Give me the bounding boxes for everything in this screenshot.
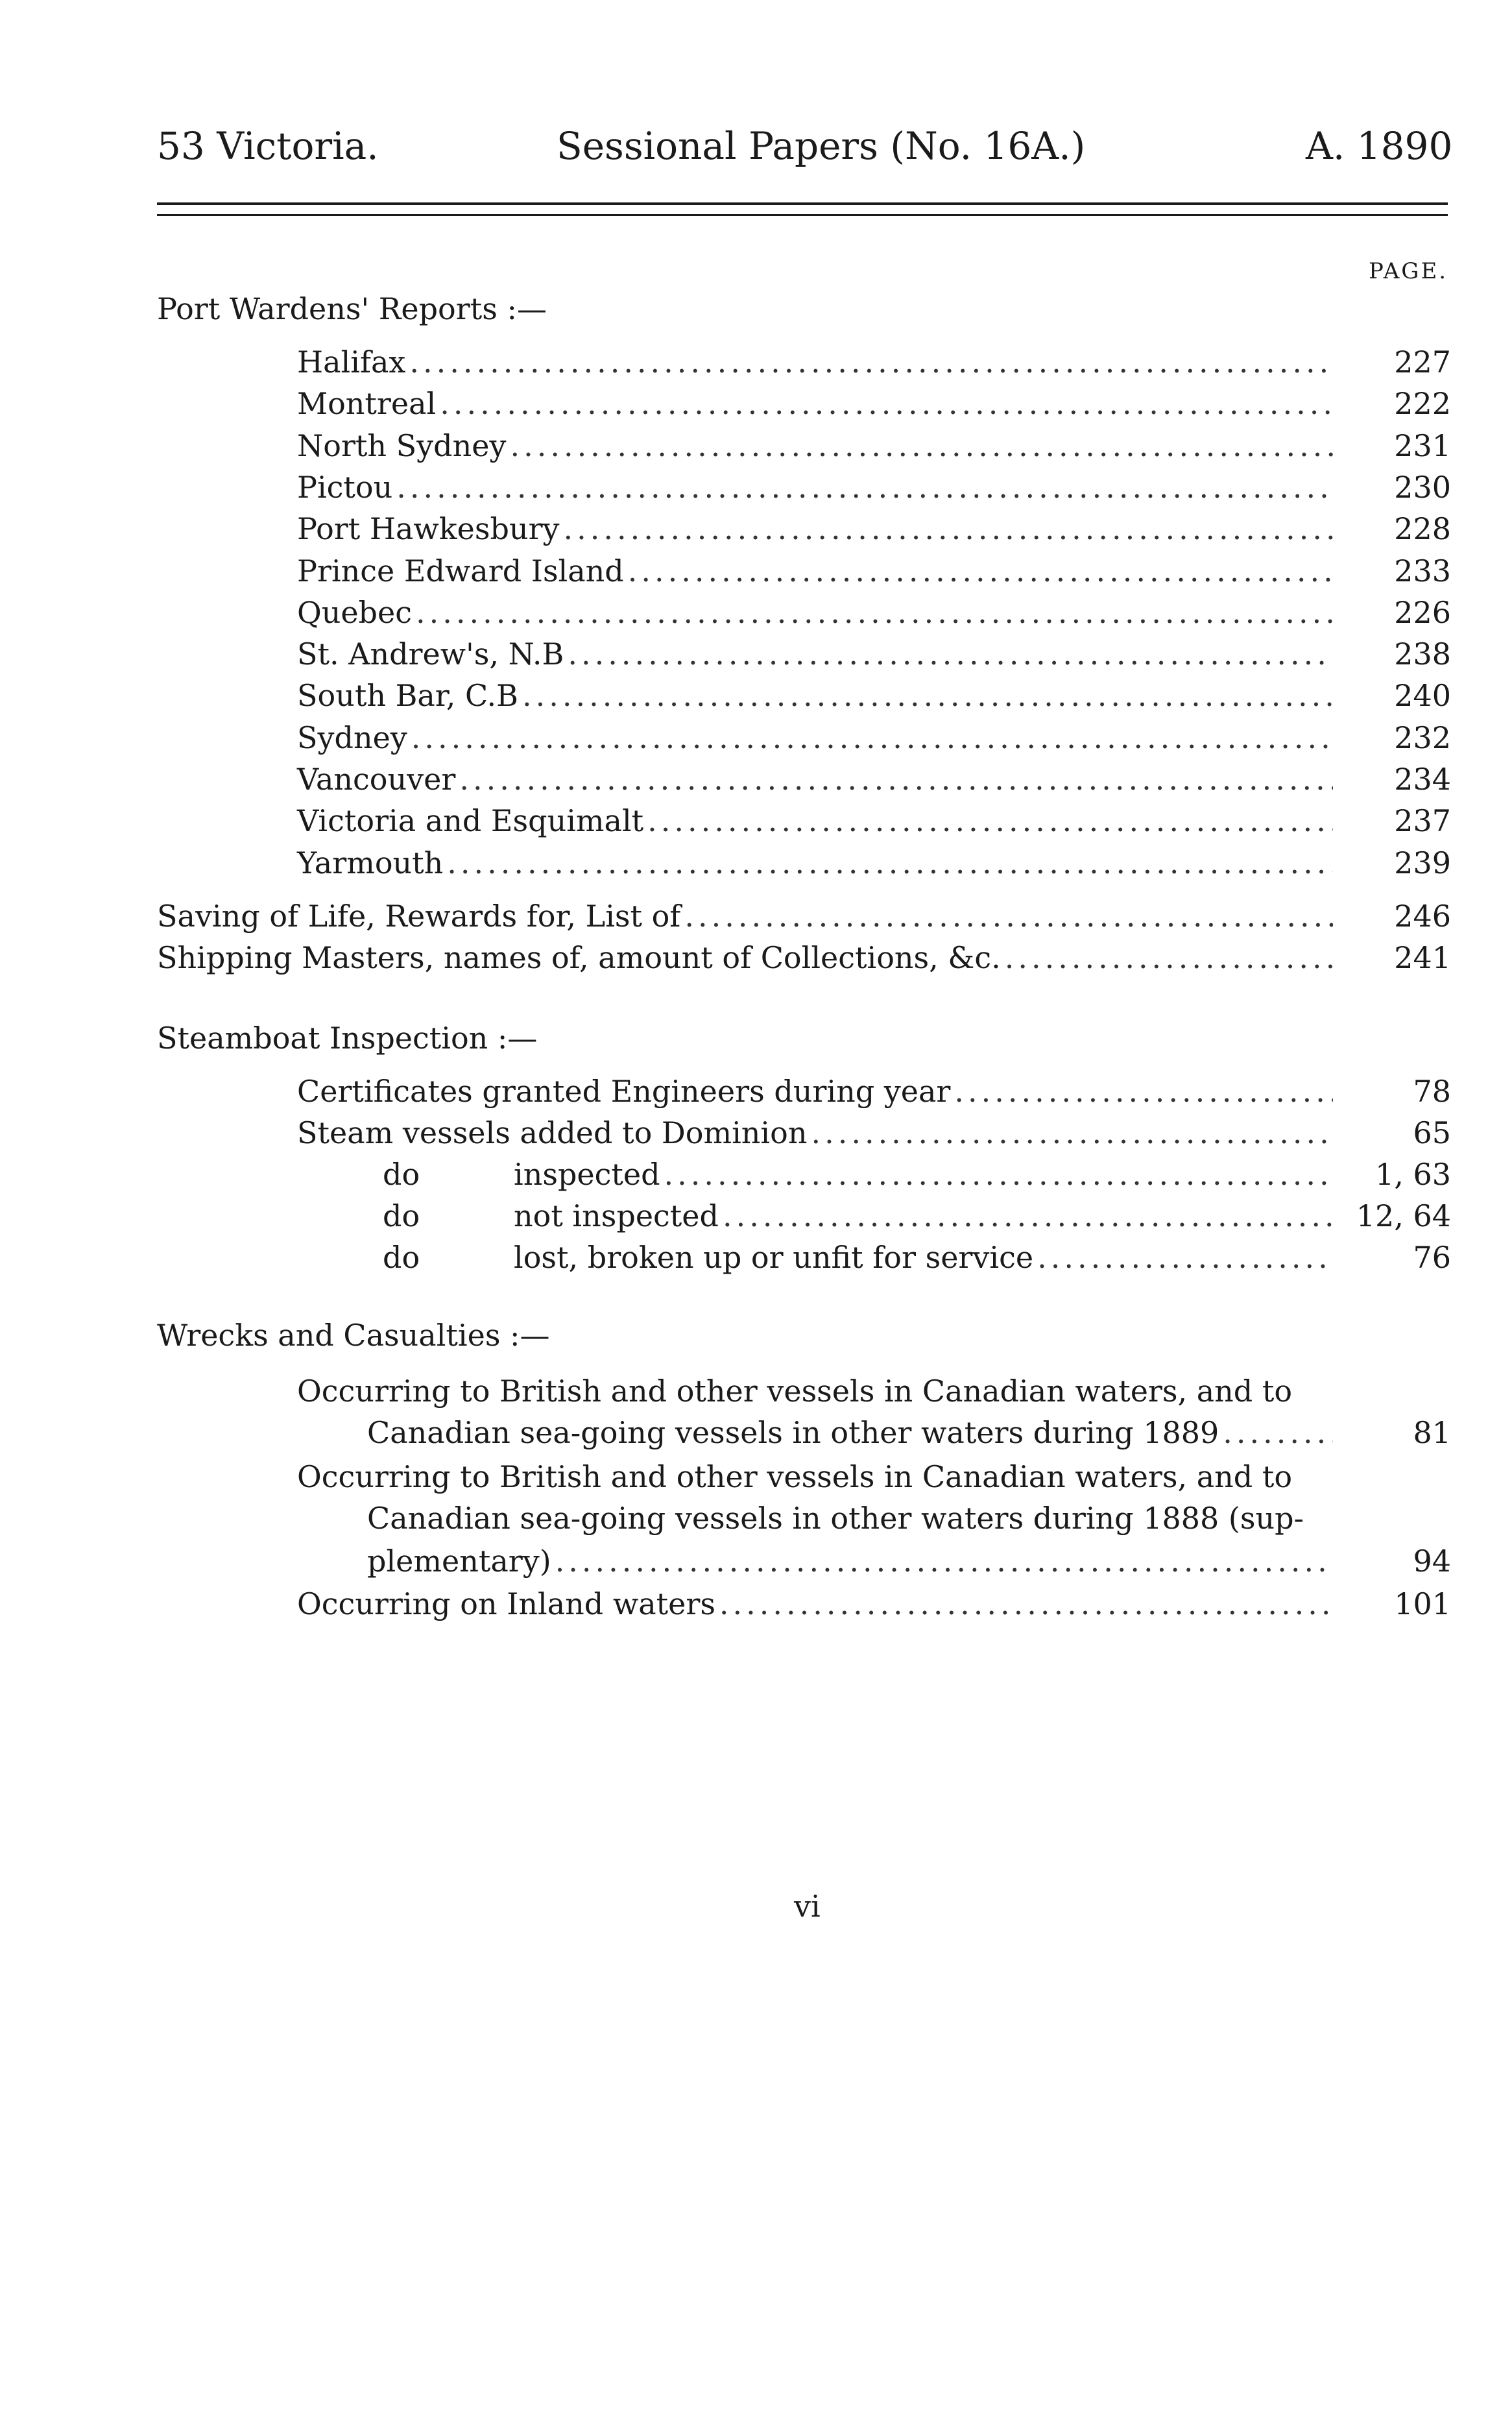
- entry-label: Yarmouth: [297, 845, 444, 880]
- entry-label: inspected: [514, 1157, 660, 1192]
- entry-page-number: 241: [1394, 940, 1451, 975]
- header-rule-bottom: [157, 214, 1448, 216]
- toc-entry-port-warden: [297, 341, 1339, 383]
- dot-leader: [664, 1154, 1333, 1195]
- ditto-mark: do: [383, 1240, 420, 1275]
- entry-label: St. Andrew's, N.B: [297, 636, 564, 672]
- wreck-1-line-1: Occurring to British and other vessels in Canadian waters, and to: [297, 1374, 1293, 1409]
- dot-leader: [409, 341, 1333, 383]
- entry-label: plementary): [367, 1544, 551, 1579]
- entry-page-number: 65: [1413, 1115, 1451, 1150]
- toc-entry-wrecks-1889: [367, 1412, 1339, 1453]
- entry-page-number: 1, 63: [1374, 1157, 1451, 1192]
- dot-leader: [723, 1195, 1333, 1237]
- dot-leader: [954, 1071, 1333, 1112]
- dot-leader: [628, 550, 1333, 592]
- entry-page-number: 232: [1394, 720, 1451, 755]
- dot-leader: [416, 592, 1333, 633]
- toc-entry-port-warden: [297, 550, 1339, 592]
- section-port-wardens-title: Port Wardens' Reports :—: [157, 291, 547, 326]
- dot-leader: [510, 425, 1333, 467]
- entry-page-number: 246: [1394, 899, 1451, 934]
- entry-page-number: 240: [1394, 678, 1451, 713]
- entry-label: lost, broken up or unfit for service: [514, 1240, 1034, 1275]
- entry-label: Halifax: [297, 345, 406, 380]
- entry-page-number: 233: [1394, 553, 1451, 588]
- toc-entry-port-warden: [297, 592, 1339, 633]
- entry-page-number: 228: [1394, 511, 1451, 546]
- entry-page-number: 222: [1394, 386, 1451, 421]
- entry-label: Shipping Masters, names of, amount of Collections, &c.: [157, 940, 1001, 975]
- entry-label: Quebec: [297, 595, 412, 630]
- entry-label: Sydney: [297, 720, 407, 755]
- ditto-mark: do: [383, 1157, 420, 1192]
- entry-label: North Sydney: [297, 428, 507, 463]
- dot-leader: [1005, 937, 1333, 978]
- entry-page-number: 12, 64: [1356, 1198, 1451, 1233]
- dot-leader: [1037, 1237, 1333, 1278]
- dot-leader: [1223, 1412, 1333, 1453]
- dot-leader: [411, 717, 1333, 758]
- entry-label: Occurring on Inland waters: [297, 1586, 715, 1621]
- toc-entry-port-warden: [297, 758, 1339, 800]
- header-year: A. 1890: [1306, 124, 1453, 168]
- entry-label: Prince Edward Island: [297, 553, 624, 588]
- header-title: Sessional Papers (No. 16A.): [557, 124, 1086, 168]
- entry-page-number: 94: [1413, 1544, 1451, 1579]
- entry-page-number: 231: [1394, 428, 1451, 463]
- entry-page-number: 230: [1394, 470, 1451, 505]
- entry-label: Vancouver: [297, 762, 456, 797]
- toc-entry-steam-vessels-sub: [383, 1154, 1339, 1195]
- entry-page-number: 227: [1394, 345, 1451, 380]
- toc-entry-steam-vessels-sub: [383, 1237, 1339, 1278]
- entry-label: Certificates granted Engineers during year: [297, 1074, 951, 1109]
- entry-page-number: 81: [1413, 1415, 1451, 1450]
- dot-leader: [459, 758, 1333, 800]
- entry-page-number: 237: [1394, 803, 1451, 838]
- entry-page-number: 76: [1413, 1240, 1451, 1275]
- dot-leader: [555, 1540, 1333, 1582]
- wreck-2-line-2: Canadian sea-going vessels in other waters during 1888 (sup-: [367, 1501, 1304, 1536]
- dot-leader: [811, 1112, 1333, 1154]
- entry-page-number: 101: [1394, 1586, 1451, 1621]
- toc-entry-port-warden: [297, 842, 1339, 884]
- header-session: 53 Victoria.: [157, 124, 379, 168]
- section-steamboat-title: Steamboat Inspection :—: [157, 1021, 538, 1056]
- toc-entry-steam-vessels-sub: [383, 1195, 1339, 1237]
- toc-entry-inland-waters: [297, 1583, 1339, 1625]
- entry-label: Saving of Life, Rewards for, List of: [157, 899, 681, 934]
- toc-entry-port-warden: [297, 425, 1339, 467]
- dot-leader: [440, 383, 1333, 424]
- toc-entry-port-warden: [297, 633, 1339, 675]
- toc-entry-port-warden: [297, 467, 1339, 508]
- entry-label: Port Hawkesbury: [297, 511, 560, 546]
- dot-leader: [396, 467, 1333, 508]
- entry-label: Victoria and Esquimalt: [297, 803, 644, 838]
- toc-entry-port-warden: [297, 717, 1339, 758]
- toc-entry-port-warden: [297, 800, 1339, 842]
- entry-label: South Bar, C.B: [297, 678, 518, 713]
- page-folio: vi: [794, 1889, 821, 1924]
- toc-entry-wrecks-1888: [367, 1540, 1339, 1582]
- entry-page-number: 234: [1394, 762, 1451, 797]
- toc-entry-port-warden: [297, 675, 1339, 716]
- dot-leader: [568, 633, 1333, 675]
- dot-leader: [684, 895, 1333, 937]
- entry-label: Pictou: [297, 470, 393, 505]
- dot-leader: [564, 508, 1333, 550]
- header-rule-top: [157, 202, 1448, 205]
- toc-entry-shipping-masters: [157, 937, 1339, 978]
- section-wrecks-title: Wrecks and Casualties :—: [157, 1318, 550, 1353]
- dot-leader: [719, 1583, 1333, 1625]
- dot-leader: [647, 800, 1333, 842]
- toc-entry-steam-vessels-added: [297, 1112, 1339, 1154]
- dot-leader: [522, 675, 1333, 716]
- entry-page-number: 78: [1413, 1074, 1451, 1109]
- toc-entry-port-warden: [297, 508, 1339, 550]
- entry-label: Steam vessels added to Dominion: [297, 1115, 808, 1150]
- toc-entry-certificates: [297, 1071, 1339, 1112]
- entry-page-number: 226: [1394, 595, 1451, 630]
- entry-label: Canadian sea-going vessels in other waters during 1889: [367, 1415, 1219, 1450]
- entry-label: Montreal: [297, 386, 437, 421]
- wreck-2-line-1: Occurring to British and other vessels in Canadian waters, and to: [297, 1459, 1293, 1494]
- toc-entry-saving-of-life: [157, 895, 1339, 937]
- entry-page-number: 238: [1394, 636, 1451, 672]
- toc-entry-port-warden: [297, 383, 1339, 424]
- dot-leader: [447, 842, 1333, 884]
- entry-label: not inspected: [514, 1198, 719, 1233]
- entry-page-number: 239: [1394, 845, 1451, 880]
- page-column-label: PAGE.: [1369, 258, 1448, 284]
- ditto-mark: do: [383, 1198, 420, 1233]
